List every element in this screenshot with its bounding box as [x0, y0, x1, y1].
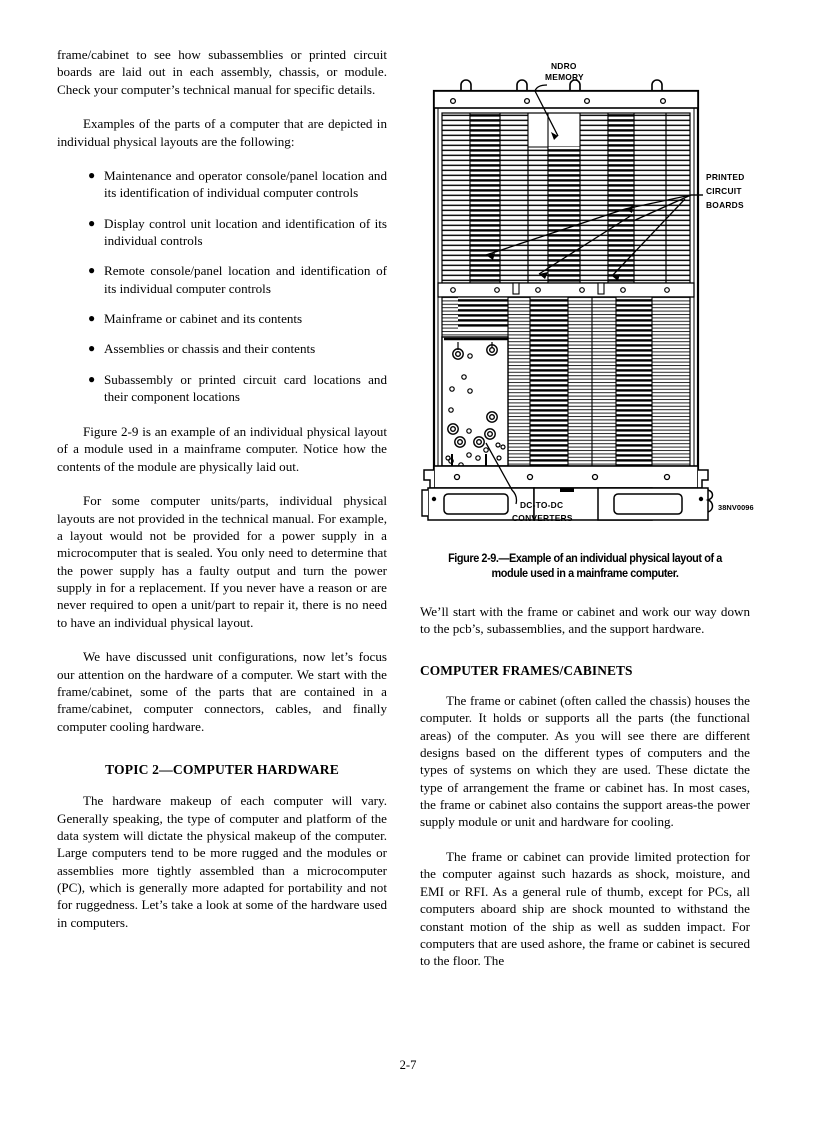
printed-circuit-boards-label-line3: BOARDS: [706, 200, 744, 210]
figure-caption-line2: module used in a mainframe computer.: [491, 567, 679, 580]
bullet-icon: ●: [88, 341, 96, 356]
page-number: 2-7: [399, 1058, 417, 1072]
printed-circuit-boards-label-line1: PRINTED: [706, 172, 745, 182]
list-item: [57, 215, 387, 250]
dc-to-dc-converters-label-line2: CONVERTERS: [512, 513, 573, 523]
right-text-column: [420, 551, 750, 970]
ndro-memory-label-line1: NDRO: [551, 61, 577, 71]
list-item-label: Mainframe or cabinet and its contents: [104, 311, 303, 327]
paragraph: We have discussed unit configurations, now let’s focus our attention on the hardware of a computer. We start with the frame/cabinet, some of the parts that are contained in a frame/cabinet, computer connectors, cables, and finally computer cooling hardware.: [57, 649, 387, 734]
paragraph: frame/cabinet to see how subassemblies or printed circuit boards are laid out in each assembly, chassis, or module. Check your computer’s technical manual for specific details.: [57, 47, 387, 97]
dc-to-dc-converter-panel: [442, 337, 508, 467]
figure-caption: [430, 551, 740, 581]
list-item: [57, 262, 387, 297]
bullet-icon: ●: [88, 168, 96, 183]
bullet-icon: ●: [88, 263, 96, 278]
paragraph: The hardware makeup of each computer will vary. Generally speaking, the type of computer and platform of the data system will dictate the physical makeup of the computer. Large computers tend to be more rugged and the modules or assemblies more tightly assembled than a microcomputer (PC), which is generally more adapted for portability and not for ruggedness. Let’s take a look at some of the hardware used in computers.: [57, 793, 387, 930]
paragraph: The frame or cabinet (often called the chassis) houses the computer. It holds or supports all the parts (the functional areas) of the computer. As you will see there are different designs based on the different types of computers and the types of systems on which they are used. These dictate the type of arrangement the frame or cabinet has. In most cases, the frame or cabinet also contains the support areas-the power supply module or unit and hardware for cooling.: [420, 693, 750, 830]
list-item-label: Assemblies or chassis and their contents: [104, 341, 316, 357]
topic-heading: TOPIC 2—COMPUTER HARDWARE: [105, 762, 339, 778]
section-heading: COMPUTER FRAMES/CABINETS: [420, 662, 633, 678]
list-item: [57, 167, 387, 202]
left-text-column: [57, 46, 387, 931]
bullet-icon: ●: [88, 215, 96, 230]
list-item-label: Remote console/panel location and identification of its individual computer controls: [104, 263, 387, 296]
list-item-label: Display control unit location and identification of its individual controls: [104, 215, 387, 249]
ndro-memory-label-line2: MEMORY: [545, 72, 584, 82]
list-item: [57, 310, 387, 327]
bullet-list: [57, 167, 387, 405]
bullet-icon: ●: [88, 371, 96, 386]
paragraph: Examples of the parts of a computer that are depicted in individual physical layouts are the following:: [57, 116, 387, 149]
printed-circuit-boards-label-line2: CIRCUIT: [706, 186, 742, 196]
bullet-icon: ●: [88, 311, 96, 326]
mainframe-module-drawing: [420, 58, 754, 530]
list-item: [57, 340, 387, 357]
list-item: [57, 371, 387, 406]
bottom-rail: [424, 466, 708, 488]
figure-caption-line1: Figure 2-9.—Example of an individual physical layout of a: [448, 552, 722, 565]
paragraph: We’ll start with the frame or cabinet and work our way down to the pcb’s, subassemblies, and the support hardware.: [420, 604, 750, 637]
mid-rail: [438, 283, 694, 297]
list-item-label: Subassembly or printed circuit card locations and their component locations: [104, 371, 387, 405]
paragraph: Figure 2-9 is an example of an individual physical layout of a module used in a mainframe computer. Notice how the contents of the module are physically laid out.: [57, 423, 387, 474]
list-item-label: Maintenance and operator console/panel location and its identification of individual computer controls: [104, 168, 387, 201]
dc-to-dc-converters-label-line1: DC-TO-DC: [520, 500, 564, 510]
figure-art-code: 38NV0096: [718, 503, 754, 512]
paragraph: The frame or cabinet can provide limited protection for the computer against such hazards as shock, moisture, and EMI or RFI. As a general rule of thumb, except for PCs, all computers aboard ship are shock mounted to withstand the constant motion of the ship as well as sudden impact. For computers that are used ashore, the frame or cabinet is secured to the floor. The: [420, 849, 750, 969]
paragraph: For some computer units/parts, individual physical layouts are not provided in the technical manual. For example, a layout would not be provided for a power supply in a microcomputer that is sealed. You only need to determine that the power supply has a faulty output and turn the power supply in for a replacement. If you never have a reason or are never required to open a unit/part to repair it, there is no need to have an individual physical layout.: [57, 493, 387, 630]
figure-2-9: [420, 58, 754, 530]
